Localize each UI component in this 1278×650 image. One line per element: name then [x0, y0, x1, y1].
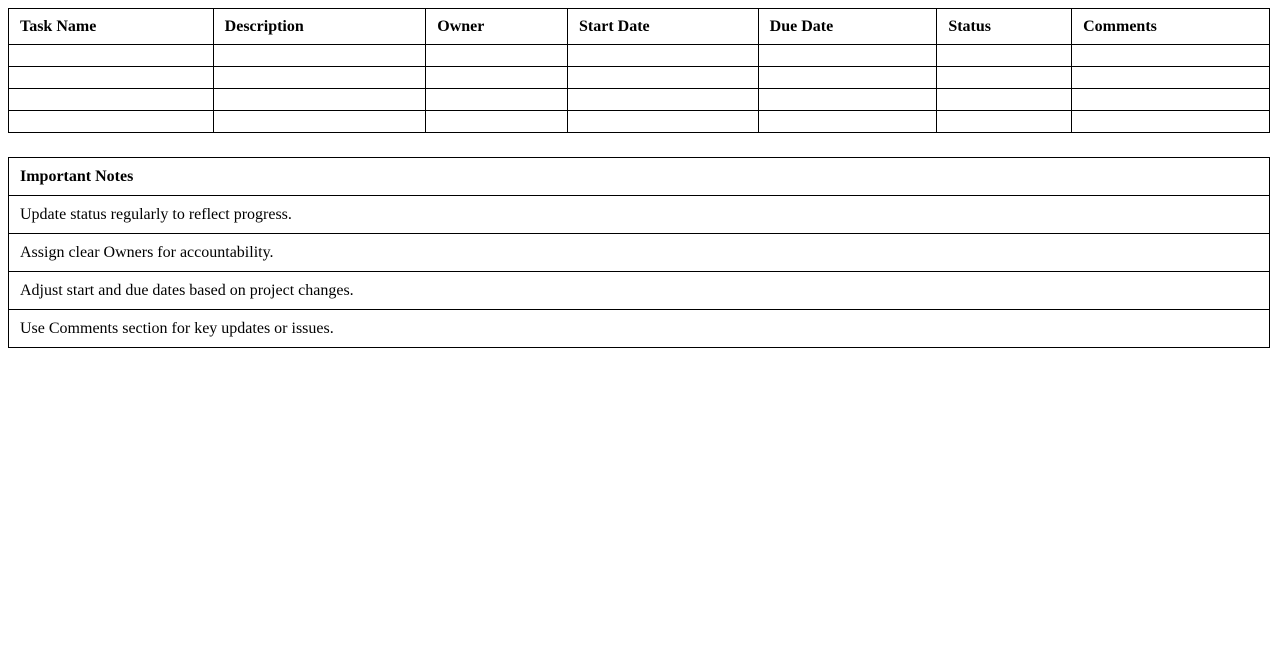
empty-cell-due-date: [758, 111, 937, 133]
empty-task-row: [9, 111, 1270, 133]
column-header-owner: Owner: [426, 9, 568, 45]
important-notes-table: [8, 157, 1270, 348]
task-tracker-table: [8, 8, 1270, 133]
empty-cell-due-date: [758, 67, 937, 89]
empty-cell-owner: [426, 67, 568, 89]
empty-cell-comments: [1072, 111, 1270, 133]
note-text: Adjust start and due dates based on project changes.: [9, 272, 1270, 310]
empty-cell-start-date: [567, 111, 758, 133]
column-header-description: Description: [213, 9, 426, 45]
empty-task-row: [9, 45, 1270, 67]
note-row: [9, 310, 1270, 348]
empty-cell-owner: [426, 45, 568, 67]
notes-table-title: Important Notes: [9, 158, 1270, 196]
column-header-start-date: Start Date: [567, 9, 758, 45]
empty-cell-task-name: [9, 89, 214, 111]
empty-cell-start-date: [567, 67, 758, 89]
empty-cell-owner: [426, 111, 568, 133]
note-row: [9, 234, 1270, 272]
empty-cell-description: [213, 89, 426, 111]
empty-cell-status: [937, 45, 1072, 67]
column-header-task-name: Task Name: [9, 9, 214, 45]
empty-cell-status: [937, 67, 1072, 89]
empty-cell-description: [213, 111, 426, 133]
empty-cell-task-name: [9, 111, 214, 133]
empty-cell-status: [937, 89, 1072, 111]
notes-header-row: [9, 158, 1270, 196]
empty-cell-comments: [1072, 67, 1270, 89]
empty-cell-status: [937, 111, 1072, 133]
empty-cell-owner: [426, 89, 568, 111]
empty-cell-comments: [1072, 89, 1270, 111]
empty-task-row: [9, 89, 1270, 111]
empty-cell-task-name: [9, 45, 214, 67]
empty-cell-start-date: [567, 45, 758, 67]
empty-task-row: [9, 67, 1270, 89]
note-text: Use Comments section for key updates or issues.: [9, 310, 1270, 348]
empty-cell-task-name: [9, 67, 214, 89]
note-text: Assign clear Owners for accountability.: [9, 234, 1270, 272]
column-header-status: Status: [937, 9, 1072, 45]
empty-cell-due-date: [758, 45, 937, 67]
note-text: Update status regularly to reflect progress.: [9, 196, 1270, 234]
empty-cell-due-date: [758, 89, 937, 111]
empty-cell-description: [213, 45, 426, 67]
empty-cell-comments: [1072, 45, 1270, 67]
note-row: [9, 272, 1270, 310]
column-header-comments: Comments: [1072, 9, 1270, 45]
column-header-due-date: Due Date: [758, 9, 937, 45]
note-row: [9, 196, 1270, 234]
empty-cell-description: [213, 67, 426, 89]
task-table-header-row: [9, 9, 1270, 45]
empty-cell-start-date: [567, 89, 758, 111]
